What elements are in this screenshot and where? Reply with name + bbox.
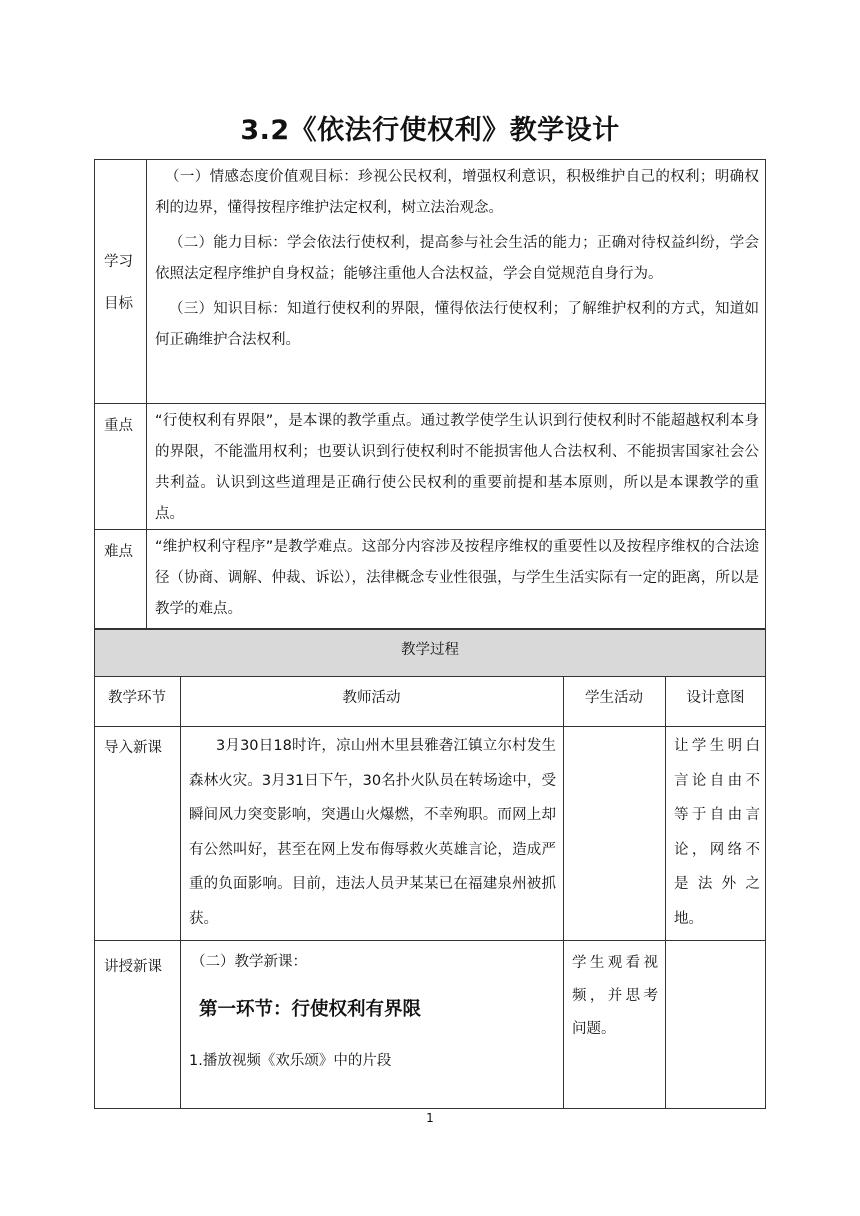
- teacher-activity-new-lesson-intro: （二）教学新课：: [191, 954, 307, 970]
- page-number: 1: [426, 1111, 434, 1125]
- goal-knowledge: （三）知识目标：知道行使权利的界限，懂得依法行使权利；了解维护权利的方式，知道如何正确维护合法权利。: [155, 301, 759, 348]
- teacher-activity-section-heading: 第一环节：行使权利有界限: [199, 999, 422, 1020]
- goals-label-line2: 目标: [104, 296, 133, 312]
- column-header-stage: 教学环节: [108, 690, 166, 706]
- column-header-teacher: 教师活动: [342, 690, 401, 706]
- column-header-intent: 设计意图: [686, 690, 745, 706]
- goals-label-line1: 学习: [104, 254, 133, 270]
- teacher-activity-item: 1.播放视频《欢乐颂》中的片段: [189, 1053, 392, 1069]
- student-activity-new-lesson: 学生观看视频，并思考问题。: [572, 955, 658, 1037]
- teacher-activity-intro: 3月30日18时许，凉山州木里县雅砻江镇立尔村发生森林火灾。3月31日下午，30名扑火队员在转场途中，受瞬间风力突变影响，突遇山火爆燃，不幸殉职。而网上却有公然叫好，甚至在网上发布侮辱救火英雄言论，造成严重的负面影响。目前，违法人员尹某某已在福建泉州被抓获。: [189, 738, 556, 927]
- column-header-student: 学生活动: [585, 690, 643, 706]
- goal-ability: （二）能力目标：学会依法行使权利，提高参与社会生活的能力；正确对待权益纠纷，学会依照法定程序维护自身权益；能够注重他人合法权益，学会自觉规范自身行为。: [155, 235, 759, 282]
- difficult-point-label: 难点: [104, 544, 133, 560]
- key-point-label: 重点: [104, 418, 133, 434]
- goal-emotion: （一）情感态度价值观目标：珍视公民权利，增强权利意识，积极维护自己的权利；明确权利的边界，懂得按程序维护法定权利，树立法治观念。: [155, 169, 759, 216]
- stage-new-lesson: 讲授新课: [104, 959, 162, 975]
- design-intent-intro: 让学生明白言论自由不等于自由言论，网络不是法外之地。: [674, 738, 760, 927]
- difficult-point-text: “维护权利守程序”是教学难点。这部分内容涉及按程序维权的重要性以及按程序维权的合法途径（协商、调解、仲裁、诉讼），法律概念专业性很强，与学生生活实际有一定的距离，所以是教学的难点。: [155, 539, 759, 617]
- process-header: 教学过程: [401, 642, 459, 658]
- key-point-text: “行使权利有界限”，是本课的教学重点。通过教学使学生认识到行使权利时不能超越权利本身的界限，不能滥用权利；也要认识到行使权利时不能损害他人合法权利、不能损害国家社会公共利益。认识到这些道理是正确行使公民权利的重要前提和基本原则，所以是本课教学的重点。: [155, 413, 759, 522]
- stage-intro: 导入新课: [104, 740, 162, 756]
- document-title: 3.2《依法行使权利》教学设计: [240, 115, 620, 146]
